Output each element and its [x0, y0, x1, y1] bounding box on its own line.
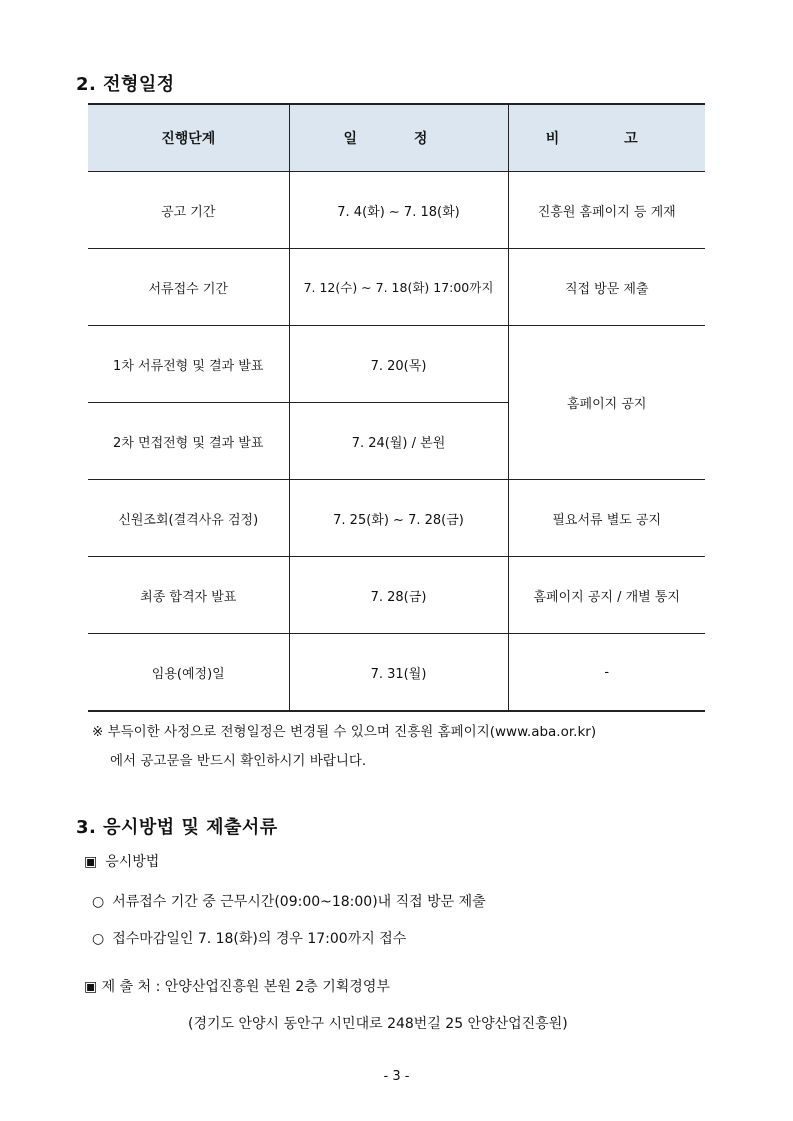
method-label: 응시방법 [105, 854, 160, 870]
note-cell: 필요서류 별도 공지 [508, 480, 705, 557]
stage-cell: 서류접수 기간 [88, 249, 289, 326]
circle-bullet-icon: ○ [92, 894, 105, 910]
stage-cell: 임용(예정)일 [88, 634, 289, 712]
section-2-title: 2. 전형일정 [76, 74, 175, 95]
header-stage: 진행단계 [88, 104, 289, 172]
schedule-notice [92, 718, 732, 776]
table-row [88, 249, 705, 326]
submission-place: ▣ 제 출 처 : 안양산업진흥원 본원 2층 기획경영부 [84, 979, 390, 995]
note-cell: 진흥원 홈페이지 등 게재 [508, 172, 705, 249]
stage-cell: 신원조회(결격사유 검정) [88, 480, 289, 557]
schedule-table [88, 103, 705, 712]
header-date: 일 정 [289, 104, 508, 172]
method-item [92, 891, 486, 911]
table-header-row [88, 104, 705, 172]
page-number: - 3 - [383, 1069, 410, 1084]
table-row [88, 557, 705, 634]
stage-cell: 1차 서류전형 및 결과 발표 [88, 326, 289, 403]
date-cell: 7. 12(수) ∼ 7. 18(화) 17:00까지 [289, 249, 508, 326]
date-cell: 7. 4(화) ∼ 7. 18(화) [289, 172, 508, 249]
note-cell: - [508, 634, 705, 712]
date-cell: 7. 20(목) [289, 326, 508, 403]
note-cell: 홈페이지 공지 [508, 326, 705, 480]
date-cell: 7. 24(월) / 본원 [289, 403, 508, 480]
method-heading [84, 851, 159, 871]
method-item-text: 접수마감일인 7. 18(화)의 경우 17:00까지 접수 [112, 931, 407, 947]
stage-cell: 2차 면접전형 및 결과 발표 [88, 403, 289, 480]
stage-cell: 최종 합격자 발표 [88, 557, 289, 634]
notice-line-1: ※ 부득이한 사정으로 전형일정은 변경될 수 있으며 진흥원 홈페이지(www.aba.or.kr) [92, 724, 597, 740]
table-row [88, 172, 705, 249]
table-row [88, 634, 705, 712]
table-row [88, 480, 705, 557]
section-3-title: 3. 응시방법 및 제출서류 [76, 817, 278, 838]
circle-bullet-icon: ○ [92, 931, 105, 947]
date-cell: 7. 31(월) [289, 634, 508, 712]
header-note: 비 고 [508, 104, 705, 172]
method-item [92, 928, 406, 948]
note-cell: 직접 방문 제출 [508, 249, 705, 326]
method-item-text: 서류접수 기간 중 근무시간(09:00~18:00)내 직접 방문 제출 [112, 894, 486, 910]
stage-cell: 공고 기간 [88, 172, 289, 249]
table-row [88, 326, 705, 403]
date-cell: 7. 25(화) ~ 7. 28(금) [289, 480, 508, 557]
square-bullet-icon: ▣ [84, 854, 98, 870]
date-cell: 7. 28(금) [289, 557, 508, 634]
submission-address: (경기도 안양시 동안구 시민대로 248번길 25 안양산업진흥원) [188, 1016, 568, 1032]
notice-line-2: 에서 공고문을 반드시 확인하시기 바랍니다. [110, 753, 367, 769]
note-cell: 홈페이지 공지 / 개별 통지 [508, 557, 705, 634]
